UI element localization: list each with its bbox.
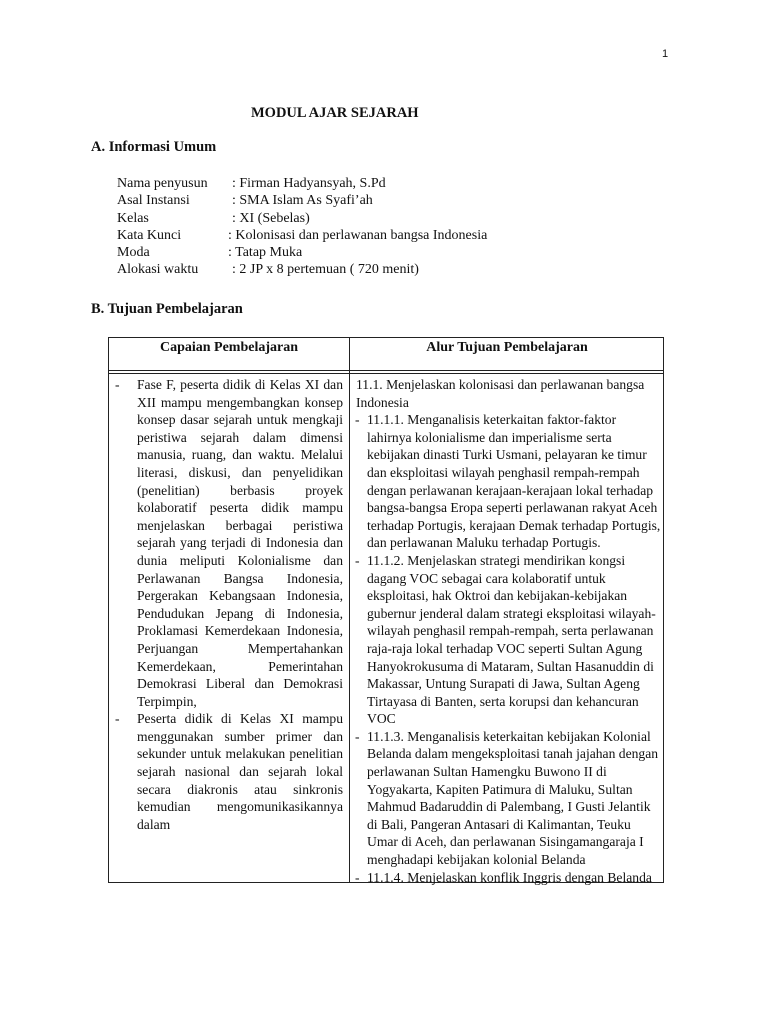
- info-label: Moda: [117, 245, 150, 261]
- learning-outcomes-cell: [109, 376, 349, 833]
- list-item-text: 11.1.4. Menjelaskan konflik Inggris dengan Belanda: [367, 869, 652, 885]
- info-value: : SMA Islam As Syafi’ah: [232, 193, 373, 209]
- bullet-marker: -: [355, 869, 360, 885]
- list-item: [353, 411, 661, 552]
- objective-intro: 11.1. Menjelaskan kolonisasi dan perlawanan bangsa Indonesia: [356, 377, 645, 410]
- bullet-marker: -: [355, 412, 360, 428]
- info-label: Asal Instansi: [117, 193, 190, 209]
- info-value: : XI (Sebelas): [232, 210, 310, 226]
- list-item: [353, 552, 661, 728]
- info-value: : Firman Hadyansyah, S.Pd: [232, 176, 386, 191]
- info-value: : Tatap Muka: [228, 245, 303, 261]
- info-value: : 2 JP x 8 pertemuan ( 720 menit): [232, 262, 419, 278]
- list-item: [353, 728, 661, 869]
- table-header-divider: [109, 373, 663, 374]
- list-item: [353, 869, 661, 887]
- list-item-text: Peserta didik di Kelas XI mampu menggunakan sumber primer dan sekunder untuk melakukan penelitian sejarah nasional dan sejarah lokal secara diakronis atau sinkronis kemudian mengomunikasikannya dalam: [137, 711, 343, 832]
- section-b-heading: B. Tujuan Pembelajaran: [91, 301, 243, 317]
- objective-flow-cell: [353, 376, 661, 886]
- section-a-heading: A. Informasi Umum: [91, 139, 217, 155]
- list-item-text: Fase F, peserta didik di Kelas XI dan XII mampu mengembangkan konsep konsep dasar sejarah untuk mengkaji peristiwa sejarah dalam dimensi manusia, ruang, dan waktu. Melalui literasi, diskusi, dan penyelidikan (penelitian) berbasis proyek kolaboratif peserta didik mampu menjelaskan berbagai peristiwa sejarah yang terjadi di Indonesia dan dunia meliputi Kolonialisme dan Perlawanan Bangsa Indonesia, Pergerakan Kebangsaan Indonesia, Pendudukan Jepang di Indonesia, Proklamasi Kemerdekaan Indonesia, Perjuangan Mempertahankan Kemerdekaan, Pemerintahan Demokrasi Liberal dan Demokrasi Terpimpin,: [137, 377, 343, 709]
- page-number: 1: [662, 48, 669, 60]
- table-header-learning-outcomes: Capaian Pembelajaran: [159, 340, 299, 355]
- bullet-marker: -: [115, 377, 120, 392]
- table-column-divider: [349, 338, 350, 882]
- bullet-marker: -: [355, 552, 360, 568]
- list-item-text: 11.1.2. Menjelaskan strategi mendirikan kongsi dagang VOC sebagai cara kolaboratif untuk eksploitasi, hak Oktroi dan kebijakan-kebijakan gubernur jenderal dalam strategi eksploitasi wilayah-wilayah penghasil rempah-rempah, serta perlawanan raja-raja lokal terhadap VOC seperti Sultan Agung Hanyokrokusuma di Mataram, Sultan Hasanuddin di Makassar, Untung Surapati di Jawa, Sultan Ageng Tirtayasa di Banten, serta korupsi dan kehancuran VOC: [367, 552, 656, 727]
- info-label: Alokasi waktu: [117, 262, 199, 278]
- list-item-text: 11.1.1. Menganalisis keterkaitan faktor-faktor lahirnya kolonialisme dan imperialisme serta kebijakan dinasti Turki Usmani, pelayaran ke timur dan eksploitasi wilayah penghasil rempah-rempah dengan perlawanan kerajaan-kerajaan lokal terhadap bangsa-bangsa Eropa seperti perlawanan rakyat Aceh terhadap Portugis, kerajaan Demak terhadap Portugis, dan perlawanan Maluku terhadap Portugis.: [367, 412, 661, 551]
- bullet-marker: -: [115, 711, 120, 727]
- table-header-divider: [109, 370, 663, 371]
- info-label: Nama penyusun: [117, 176, 208, 191]
- bullet-marker: -: [355, 728, 360, 744]
- info-label: Kelas: [117, 210, 149, 226]
- table-header-objective-flow: Alur Tujuan Pembelajaran: [426, 340, 588, 355]
- list-item: [109, 376, 349, 710]
- info-label: Kata Kunci: [117, 227, 182, 243]
- info-value: : Kolonisasi dan perlawanan bangsa Indonesia: [228, 227, 488, 243]
- document-title: MODUL AJAR SEJARAH: [251, 105, 419, 121]
- list-item: [109, 710, 349, 833]
- list-item-text: 11.1.3. Menganalisis keterkaitan kebijakan Kolonial Belanda dalam mengeksploitasi tanah jajahan dengan perlawanan Sultan Hamengku Buwono II di Yogyakarta, Kapiten Patimura di Maluku, Sultan Mahmud Badaruddin di Palembang, I Gusti Jelantik di Bali, Pangeran Antasari di Kalimantan, Teuku Umar di Aceh, dan perlawanan Sisingamangaraja I menghadapi kebijakan kolonial Belanda: [367, 728, 659, 868]
- learning-objectives-table: [108, 337, 664, 883]
